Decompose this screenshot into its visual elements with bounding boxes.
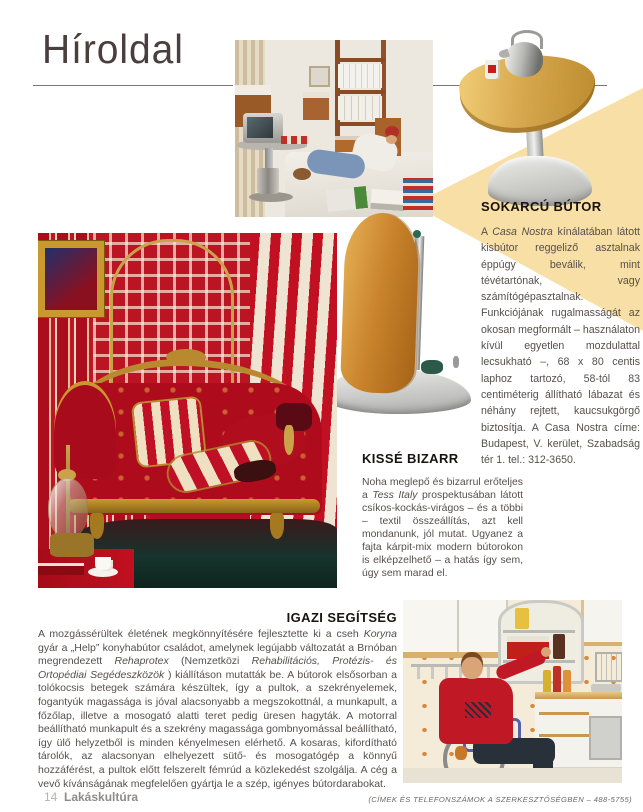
kettle [505,42,543,77]
lamp-base [50,533,94,557]
jar-yellow [515,608,529,629]
page-title: Híroldal [42,26,184,72]
person-shoes [293,168,311,180]
photo-table-folded [325,208,475,416]
book-on-table [38,563,84,575]
dishwasher-basket [589,716,622,760]
folded-board [340,212,420,394]
shelf-1 [335,58,386,62]
photo-kitchen [403,600,622,783]
upper-cabinet-left [403,600,508,658]
dark-bottle [553,634,565,659]
folded-knob [453,356,459,368]
man-hand [541,647,551,657]
sweater-pattern [465,702,491,718]
article-body-kisse: Noha meglepő és bizarrul erőteljes a Tess Italy prospektusában látott csíkos-kockás-virágos – és a többi – textil összeállítás, azt kell mondanunk, jól mutat. Ugyanez a fajta kárpit-mix modern bútorokon is elképzelhető – a hatás így sem, úgy sem marad el. [362,477,523,579]
dark-bow [276,403,312,431]
mirror [309,66,330,87]
article-heading-sokarcu: SOKARCÚ BÚTOR [481,199,602,214]
drawer-handle-1 [539,712,589,715]
tv-screen [247,117,273,138]
counter-top [535,692,622,699]
binders-mid [338,96,382,120]
trash-bin [257,168,279,194]
sofa-crest [166,349,206,365]
sink-drainer [591,684,621,692]
bottle-3 [563,670,571,692]
photo-room [235,40,433,217]
floor [403,768,622,783]
sofa-leg-right [270,513,284,539]
masthead-rule-left [33,85,233,86]
drawer-handle-2 [539,734,589,737]
wheel-pouch [455,746,467,760]
article-body-sokarcu: A Casa Nostra kínálatában látott kisbútor reggeliző asztalnak éppúgy beválik, mint tévétartónak, vagy számítógépasztalnak. Funkciójának rugalmasságát az okosan megformált – használaton kívül egyetlen mozdulattal lecsukható –, 68 x 80 centis laphoz tartozó, 58-tól 83 centiméterig állítható lábazat és néhány rejtett, kaucsukgörgő biztosítja. A Casa Nostra címe: Budapest, V. kerület, Szabadság tér 1. tel.: 312-3650. [481,226,640,467]
editorial-credit: (CÍMEK ÉS TELEFONSZÁMOK A SZERKESZTŐSÉGBEN – 488-5755) [368,795,632,804]
pulldown-shelf-1 [503,630,575,633]
photo-table-open [455,28,605,210]
page-number: 14 [44,790,58,804]
person-face [386,135,397,144]
bottle-1 [543,670,551,692]
binders-top [338,64,382,88]
sofa-front-rail [68,499,320,513]
cabinet-center [303,92,329,120]
magazine-name: Lakáskultúra [64,790,139,804]
shelf-2 [335,90,386,94]
man-head [461,652,483,679]
photo-sofa [38,233,337,588]
sofa-arm [54,381,116,479]
wire-rack [595,652,622,682]
folded-rod-cap [413,230,421,238]
framed-picture [38,241,104,317]
lamp-glass [48,478,88,538]
article-heading-kisse: KISSÉ BIZARR [362,451,459,466]
cup-label [488,65,496,73]
folded-hinge [421,360,443,374]
bottle-2 [553,666,561,692]
article-body-igazi: A mozgássérültek életének megkönnyítésére fejlesztette ki a cseh Koryna gyár a „Help” konyhabútor családot, amelynek legújabb változatát a Brnóban megrendezett Rehaprotex (Nemzetközi Rehabilitációs, Protézis- és Ortopédiai Segédeszközök ) kiállításon mutatták be. A bútorok elsősorban a tolókocsis betegek számára készültek, így a pultok, a szekrényelemek, fogantyúk magassága is jóval alacsonyabb a megszokottnál, a munkapult, a főzőlap, illetve a mosogató alatti teret pedig üresen hagyták. A motorral beállítható munkapult és a szekrény magassága gombnyomással beállítható, így ülő helyzetből is minden kényelmesen elérhető. A kosaras, kifordítható tárolók, az alacsonyan elhelyezett sütő- és mosogatógép a könnyű hozzáférést, a pultok előtt felszerelt fémrúd a közlekedést szolgálja. A cég a vevő kívánságának megfelelően gyártja le a szép, igényes bútordarabokat. [38,628,398,790]
upper-cabinet-right [581,600,622,646]
book-stack [403,178,433,210]
coffee-cup [95,557,111,570]
curtain-tassel [284,425,294,455]
magazines-on-table [281,136,309,144]
cabinet-divider [457,600,459,652]
article-heading-igazi: IGAZI SEGÍTSÉG [286,610,397,625]
